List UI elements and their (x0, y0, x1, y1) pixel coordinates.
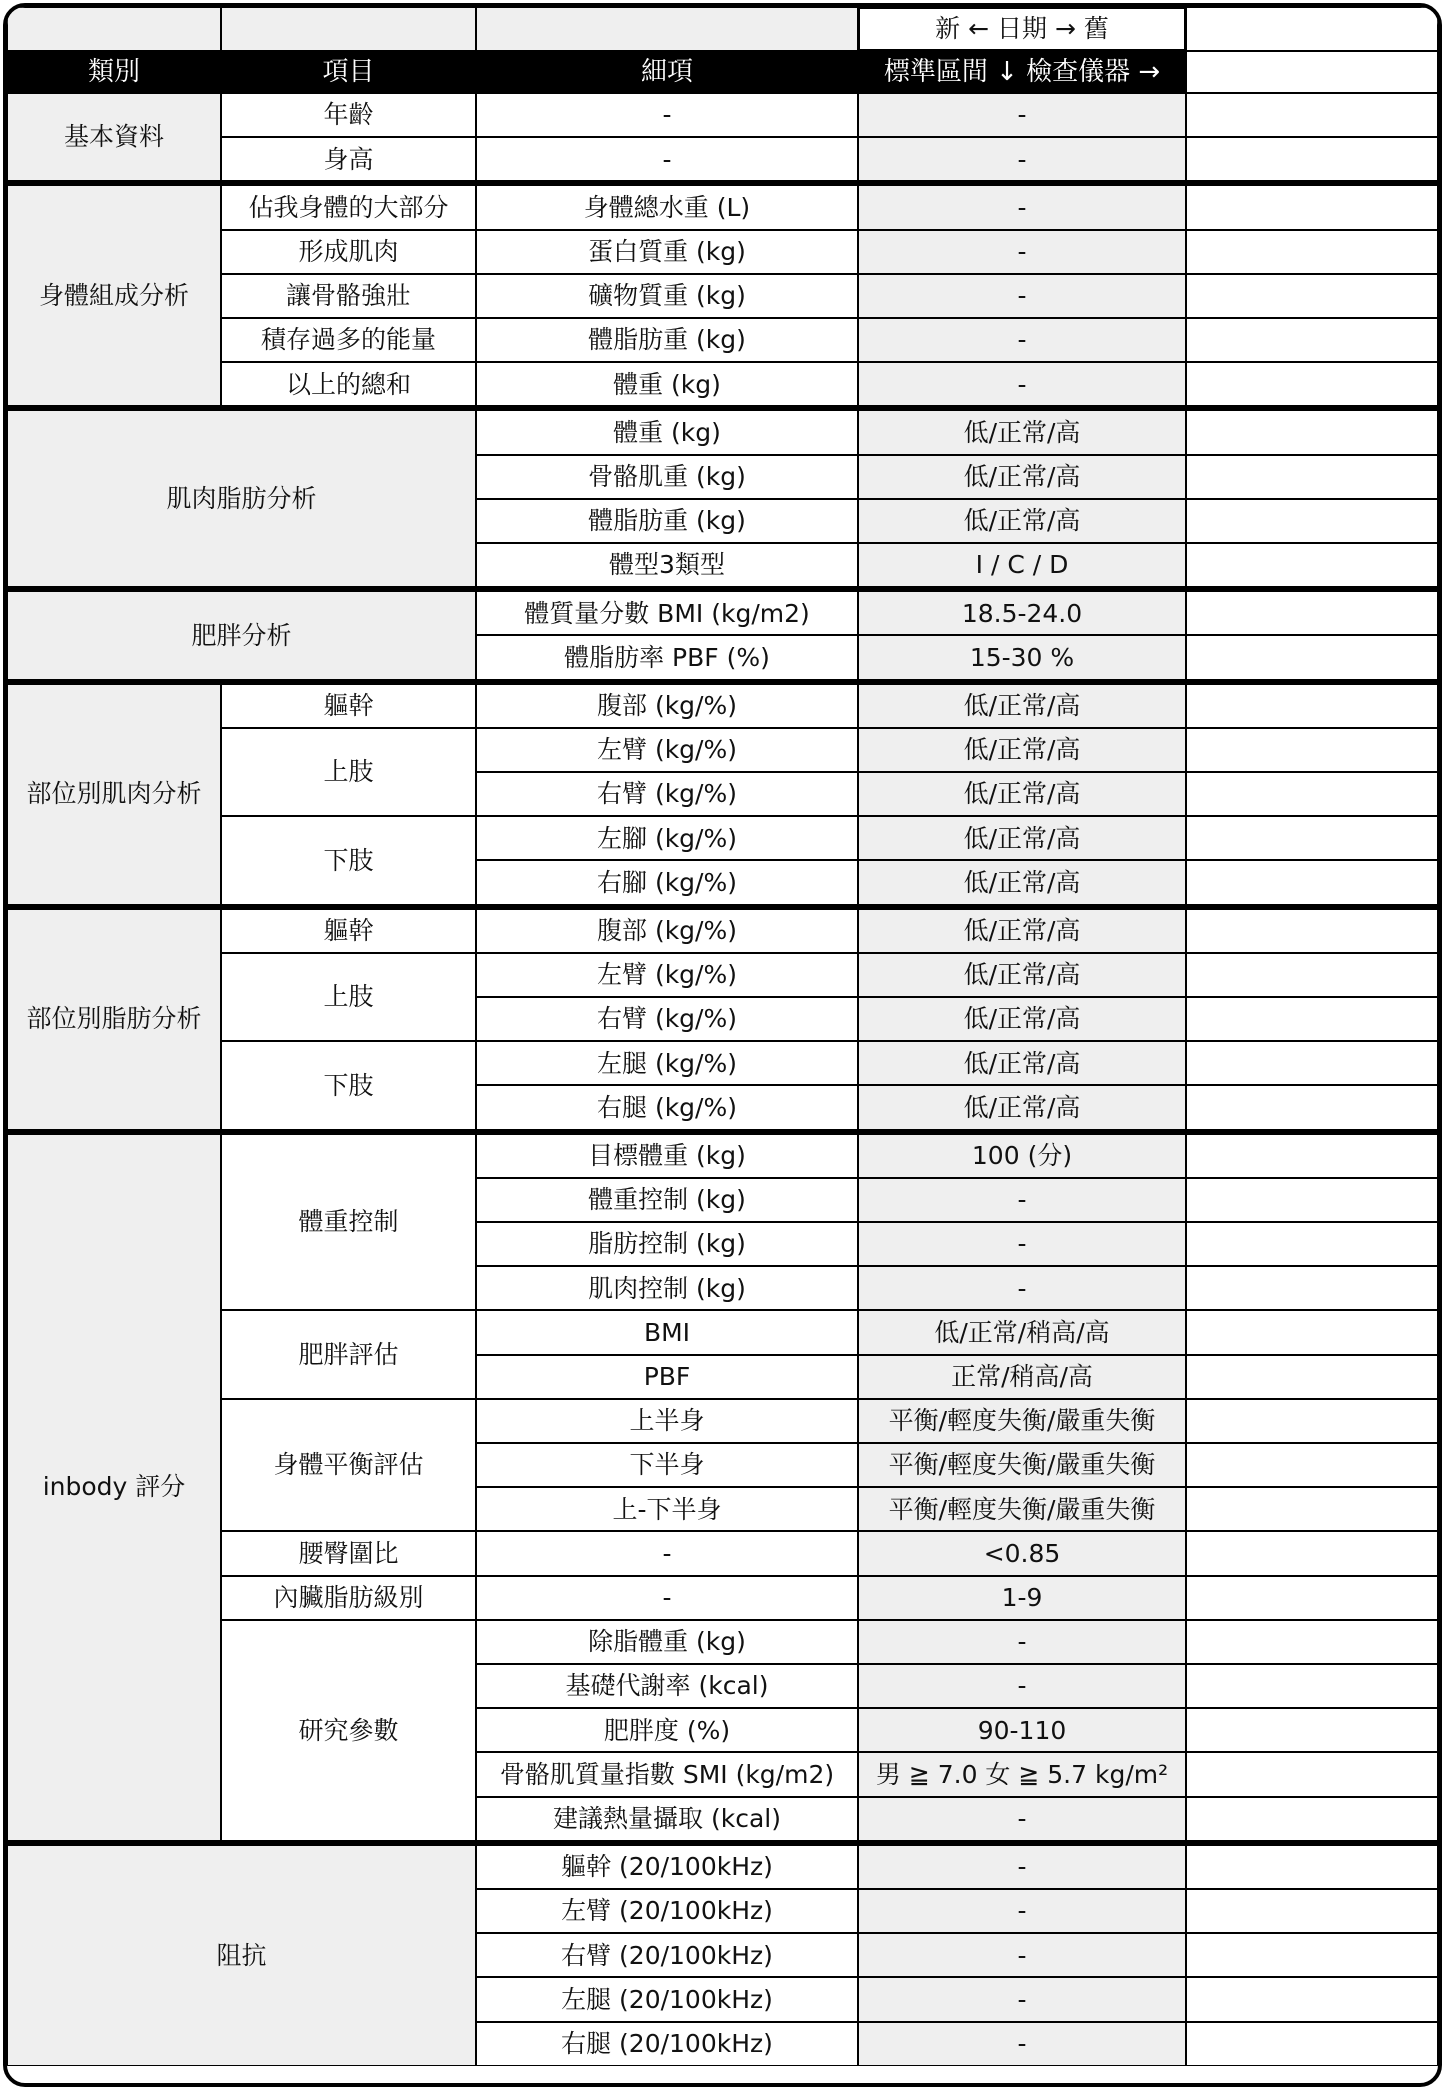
record-cell[interactable] (1186, 230, 1438, 274)
record-cell[interactable] (1186, 499, 1438, 543)
standard-range-cell: 低/正常/高 (858, 410, 1186, 454)
standard-range-cell: I / C / D (858, 543, 1186, 587)
detail-cell: 體重控制 (kg) (476, 1178, 858, 1222)
detail-cell: 體脂肪重 (kg) (476, 318, 858, 362)
inbody-table (7, 7, 1438, 2083)
header-blank-cell (476, 7, 858, 51)
record-cell[interactable] (1186, 1752, 1438, 1796)
section-item: 內臟脂肪級別 (221, 1576, 476, 1620)
detail-cell: 腹部 (kg/%) (476, 909, 858, 953)
section-item: 下肢 (221, 816, 476, 904)
section-category: 肥胖分析 (7, 591, 476, 679)
standard-range-cell: 低/正常/稍高/高 (858, 1310, 1186, 1354)
section-item: 年齡 (221, 93, 476, 137)
section-item: 腰臀圍比 (221, 1531, 476, 1575)
standard-range-cell: <0.85 (858, 1531, 1186, 1575)
record-cell[interactable] (1186, 318, 1438, 362)
section-item: 以上的總和 (221, 362, 476, 406)
column-header-item: 項目 (221, 51, 476, 93)
section-item: 佔我身體的大部分 (221, 185, 476, 229)
standard-range-cell: - (858, 1620, 1186, 1664)
detail-cell: - (476, 1531, 858, 1575)
detail-cell: 骨骼肌質量指數 SMI (kg/m2) (476, 1752, 858, 1796)
standard-range-cell: 平衡/輕度失衡/嚴重失衡 (858, 1443, 1186, 1487)
standard-range-cell: 低/正常/高 (858, 953, 1186, 997)
record-cell[interactable] (1186, 635, 1438, 679)
record-cell[interactable] (1186, 1399, 1438, 1443)
standard-range-cell: - (858, 1222, 1186, 1266)
record-cell[interactable] (1186, 860, 1438, 904)
header-blank-cell (221, 7, 476, 51)
record-cell[interactable] (1186, 1933, 1438, 1977)
detail-cell: 右腳 (kg/%) (476, 860, 858, 904)
detail-cell: PBF (476, 1355, 858, 1399)
standard-range-cell: - (858, 2022, 1186, 2066)
standard-range-cell: - (858, 1977, 1186, 2021)
detail-cell: 體型3類型 (476, 543, 858, 587)
standard-range-cell: - (858, 1664, 1186, 1708)
record-cell[interactable] (1186, 1889, 1438, 1933)
record-cell[interactable] (1186, 909, 1438, 953)
standard-range-cell: - (858, 1266, 1186, 1310)
detail-cell: 左腿 (kg/%) (476, 1041, 858, 1085)
section-category: 阻抗 (7, 1845, 476, 2066)
standard-range-cell: - (858, 274, 1186, 318)
standard-range-cell: - (858, 137, 1186, 181)
detail-cell: 左腿 (20/100kHz) (476, 1977, 858, 2021)
standard-range-cell: 低/正常/高 (858, 1041, 1186, 1085)
record-cell[interactable] (1186, 455, 1438, 499)
detail-cell: 體質量分數 BMI (kg/m2) (476, 591, 858, 635)
detail-cell: 體脂肪率 PBF (%) (476, 635, 858, 679)
detail-cell: 脂肪控制 (kg) (476, 1222, 858, 1266)
section-item: 上肢 (221, 953, 476, 1041)
standard-range-cell: - (858, 1845, 1186, 1889)
record-cell[interactable] (1186, 1266, 1438, 1310)
detail-cell: 左臂 (kg/%) (476, 953, 858, 997)
detail-cell: BMI (476, 1310, 858, 1354)
standard-range-cell: 低/正常/高 (858, 499, 1186, 543)
section-category: 身體組成分析 (7, 185, 221, 406)
record-cell[interactable] (1186, 591, 1438, 635)
detail-cell: 右腿 (20/100kHz) (476, 2022, 858, 2066)
record-cell[interactable] (1186, 1977, 1438, 2021)
detail-cell: 左臂 (20/100kHz) (476, 1889, 858, 1933)
standard-range-cell: - (858, 318, 1186, 362)
record-cell[interactable] (1186, 362, 1438, 406)
detail-cell: 右腿 (kg/%) (476, 1085, 858, 1129)
detail-cell: 腹部 (kg/%) (476, 684, 858, 728)
record-cell[interactable] (1186, 1222, 1438, 1266)
record-cell[interactable] (1186, 410, 1438, 454)
section-item: 肥胖評估 (221, 1310, 476, 1398)
standard-range-cell: - (858, 1933, 1186, 1977)
standard-range-cell: - (858, 1797, 1186, 1841)
standard-range-cell: 正常/稍高/高 (858, 1355, 1186, 1399)
record-cell[interactable] (1186, 1355, 1438, 1399)
standard-range-cell: - (858, 1889, 1186, 1933)
detail-cell: 目標體重 (kg) (476, 1134, 858, 1178)
section-item: 上肢 (221, 728, 476, 816)
record-cell[interactable] (1186, 1531, 1438, 1575)
record-cell[interactable] (1186, 51, 1438, 93)
record-cell[interactable] (1186, 816, 1438, 860)
standard-range-cell: - (858, 185, 1186, 229)
column-header-detail: 細項 (476, 51, 858, 93)
record-cell[interactable] (1186, 1487, 1438, 1531)
record-cell[interactable] (1186, 953, 1438, 997)
record-cell[interactable] (1186, 1708, 1438, 1752)
report-table-frame (3, 3, 1442, 2087)
section-category: 部位別肌肉分析 (7, 684, 221, 905)
record-cell[interactable] (1186, 1620, 1438, 1664)
detail-cell: - (476, 93, 858, 137)
record-cell[interactable] (1186, 684, 1438, 728)
record-cell[interactable] (1186, 1310, 1438, 1354)
section-category: 肌肉脂肪分析 (7, 410, 476, 587)
standard-range-cell: 低/正常/高 (858, 816, 1186, 860)
standard-range-cell: - (858, 1178, 1186, 1222)
detail-cell: 蛋白質重 (kg) (476, 230, 858, 274)
record-cell[interactable] (1186, 274, 1438, 318)
section-category: 部位別脂肪分析 (7, 909, 221, 1130)
record-cell[interactable] (1186, 543, 1438, 587)
detail-cell: 下半身 (476, 1443, 858, 1487)
detail-cell: - (476, 1576, 858, 1620)
detail-cell: 體脂肪重 (kg) (476, 499, 858, 543)
record-cell[interactable] (1186, 1664, 1438, 1708)
section-item: 形成肌肉 (221, 230, 476, 274)
detail-cell: 肥胖度 (%) (476, 1708, 858, 1752)
column-header-category: 類別 (7, 51, 221, 93)
detail-cell: 軀幹 (20/100kHz) (476, 1845, 858, 1889)
section-item: 研究參數 (221, 1620, 476, 1841)
column-header-standard: 標準區間 ↓ 檢查儀器 → (858, 51, 1186, 93)
detail-cell: 左臂 (kg/%) (476, 728, 858, 772)
section-category: 基本資料 (7, 93, 221, 181)
record-cell[interactable] (1186, 1134, 1438, 1178)
standard-range-cell: 低/正常/高 (858, 772, 1186, 816)
record-cell[interactable] (1186, 7, 1438, 51)
section-item: 體重控制 (221, 1134, 476, 1311)
detail-cell: 上半身 (476, 1399, 858, 1443)
record-cell[interactable] (1186, 997, 1438, 1041)
standard-range-cell: 1-9 (858, 1576, 1186, 1620)
detail-cell: 右臂 (20/100kHz) (476, 1933, 858, 1977)
section-item: 積存過多的能量 (221, 318, 476, 362)
record-cell[interactable] (1186, 1576, 1438, 1620)
detail-cell: 體重 (kg) (476, 410, 858, 454)
record-cell[interactable] (1186, 728, 1438, 772)
record-cell[interactable] (1186, 1041, 1438, 1085)
record-cell[interactable] (1186, 137, 1438, 181)
detail-cell: 基礎代謝率 (kcal) (476, 1664, 858, 1708)
detail-cell: 身體總水重 (L) (476, 185, 858, 229)
standard-range-cell: 男 ≧ 7.0 女 ≧ 5.7 kg/m² (858, 1752, 1186, 1796)
record-cell[interactable] (1186, 1845, 1438, 1889)
standard-range-cell: 低/正常/高 (858, 909, 1186, 953)
detail-cell: 右臂 (kg/%) (476, 997, 858, 1041)
record-cell[interactable] (1186, 2022, 1438, 2066)
detail-cell: 肌肉控制 (kg) (476, 1266, 858, 1310)
section-item: 下肢 (221, 1041, 476, 1129)
detail-cell: 礦物質重 (kg) (476, 274, 858, 318)
detail-cell: 建議熱量攝取 (kcal) (476, 1797, 858, 1841)
header-blank-cell (7, 7, 221, 51)
standard-range-cell: 低/正常/高 (858, 1085, 1186, 1129)
standard-range-cell: 15-30 % (858, 635, 1186, 679)
record-cell[interactable] (1186, 1443, 1438, 1487)
standard-range-cell: 低/正常/高 (858, 684, 1186, 728)
standard-range-cell: 100 (分) (858, 1134, 1186, 1178)
standard-range-cell: 平衡/輕度失衡/嚴重失衡 (858, 1399, 1186, 1443)
detail-cell: 骨骼肌重 (kg) (476, 455, 858, 499)
section-item: 軀幹 (221, 909, 476, 953)
record-cell[interactable] (1186, 185, 1438, 229)
record-cell[interactable] (1186, 93, 1438, 137)
record-cell[interactable] (1186, 1178, 1438, 1222)
detail-cell: 體重 (kg) (476, 362, 858, 406)
section-item: 軀幹 (221, 684, 476, 728)
date-direction-header: 新 ← 日期 → 舊 (858, 7, 1186, 51)
standard-range-cell: - (858, 362, 1186, 406)
record-cell[interactable] (1186, 772, 1438, 816)
standard-range-cell: 低/正常/高 (858, 997, 1186, 1041)
standard-range-cell: 低/正常/高 (858, 455, 1186, 499)
detail-cell: 上-下半身 (476, 1487, 858, 1531)
detail-cell: 右臂 (kg/%) (476, 772, 858, 816)
section-category: inbody 評分 (7, 1134, 221, 1841)
standard-range-cell: 低/正常/高 (858, 728, 1186, 772)
record-cell[interactable] (1186, 1085, 1438, 1129)
record-cell[interactable] (1186, 1797, 1438, 1841)
standard-range-cell: 低/正常/高 (858, 860, 1186, 904)
standard-range-cell: 90-110 (858, 1708, 1186, 1752)
standard-range-cell: 18.5-24.0 (858, 591, 1186, 635)
section-item: 身體平衡評估 (221, 1399, 476, 1532)
standard-range-cell: 平衡/輕度失衡/嚴重失衡 (858, 1487, 1186, 1531)
detail-cell: 除脂體重 (kg) (476, 1620, 858, 1664)
section-item: 身高 (221, 137, 476, 181)
standard-range-cell: - (858, 230, 1186, 274)
standard-range-cell: - (858, 93, 1186, 137)
section-item: 讓骨骼強壯 (221, 274, 476, 318)
detail-cell: 左腳 (kg/%) (476, 816, 858, 860)
detail-cell: - (476, 137, 858, 181)
